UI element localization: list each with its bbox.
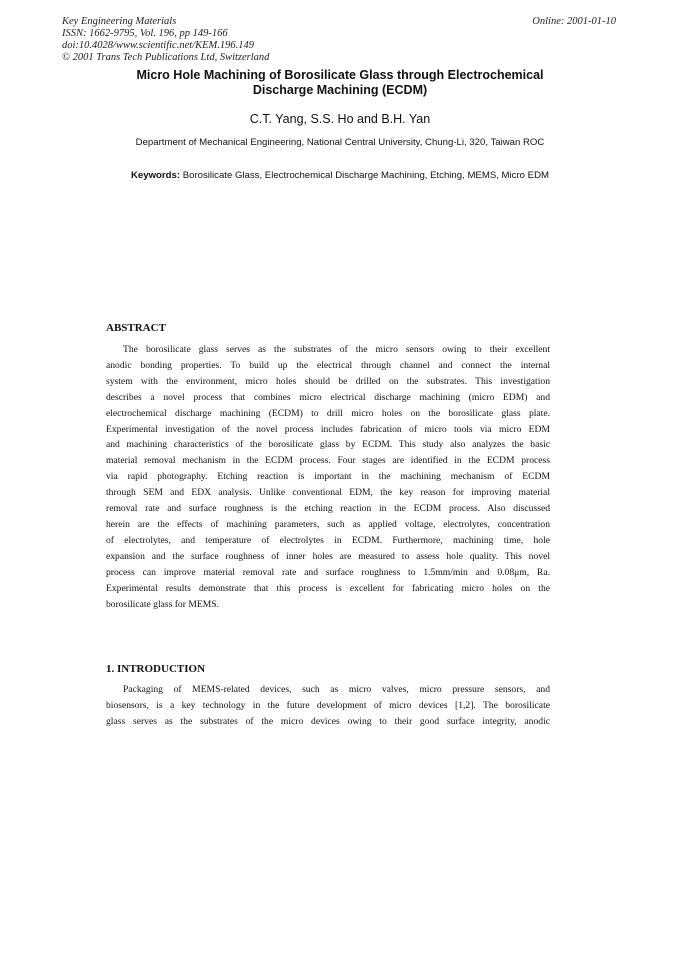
publication-header: [62, 16, 616, 64]
paper-title: [90, 68, 590, 98]
doi-line: doi:10.4028/www.scientific.net/KEM.196.149: [62, 40, 254, 51]
introduction-line: glass serves as the substrates of the micro devices owing to their good surface integrity, anodic: [106, 715, 550, 727]
abstract-line: Experimental investigation of the novel process includes fabrication of micro tools via micro EDM: [106, 423, 550, 435]
abstract-line: of electrolytes, and temperature of electrolytes in ECDM. Furthermore, machining time, hole: [106, 534, 550, 546]
journal-name: Key Engineering Materials: [62, 16, 177, 27]
introduction-heading: 1. INTRODUCTION: [106, 663, 206, 675]
abstract-line: electrochemical discharge machining (ECDM) to drill micro holes on the borosilicate glass plate.: [106, 407, 550, 419]
abstract-line: describes a novel process that combines micro electrical discharge machining (micro EDM) and: [106, 391, 550, 403]
keywords-label: Keywords:: [130, 170, 181, 181]
abstract-line: borosilicate glass for MEMS.: [106, 598, 219, 610]
keywords: [40, 170, 640, 181]
introduction-body: [106, 682, 550, 730]
abstract-heading: ABSTRACT: [106, 322, 166, 334]
title-line: Micro Hole Machining of Borosilicate Glass through Electrochemical: [136, 68, 544, 82]
introduction-line: biosensors, is a key technology in the future development of micro devices [1,2]. The borosilicate: [106, 699, 550, 711]
abstract-line: The borosilicate glass serves as the substrates of the micro sensors owing to their excellent: [123, 344, 550, 355]
keywords-text: Borosilicate Glass, Electrochemical Discharge Machining, Etching, MEMS, Micro EDM: [182, 170, 549, 181]
abstract-line: and machining characteristics of the borosilicate glass by ECDM. This study also analyzes the basic: [106, 439, 550, 451]
affiliation: Department of Mechanical Engineering, National Central University, Chung-Li, 320, Taiwan ROC: [135, 137, 545, 148]
abstract-line: removal rate and surface roughness is the etching reaction in the ECDM process. Also discussed: [106, 503, 550, 515]
abstract-line: herein are the effects of machining parameters, such as applied voltage, electrolytes, concentration: [106, 518, 550, 530]
abstract-line: system with the environment, micro holes should be drilled on the substrates. This investigation: [106, 375, 550, 387]
introduction-line: Packaging of MEMS-related devices, such as micro valves, micro pressure sensors, and: [123, 684, 550, 695]
abstract-body: [106, 342, 550, 612]
authors: C.T. Yang, S.S. Ho and B.H. Yan: [249, 112, 431, 126]
abstract-line: through SEM and EDX analysis. Unlike conventional EDM, the key reason for improving material: [106, 487, 550, 499]
online-date: Online: 2001-01-10: [532, 16, 616, 27]
abstract-line: Experimental results demonstrate that this process is excellent for fabricating micro holes on the: [106, 582, 550, 594]
abstract-line: anodic bonding properties. To build up the electrical through channel and connect the internal: [106, 359, 550, 371]
abstract-line: material removal mechanism in the ECDM process. Four stages are identified in the ECDM process: [106, 455, 550, 467]
abstract-line: via rapid photography. Etching reaction is important in the machining mechanism of ECDM: [106, 471, 550, 483]
copyright-line: © 2001 Trans Tech Publications Ltd, Switzerland: [62, 52, 270, 63]
abstract-line: expansion and the surface roughness of inner holes are measured to assess hole quality. This novel: [106, 550, 550, 562]
abstract-line: process can improve material removal rate and surface roughness to 1.5mm/min and 0.08μm, Ra.: [106, 566, 550, 578]
title-line: Discharge Machining (ECDM): [252, 83, 428, 97]
issn-line: ISSN: 1662-9795, Vol. 196, pp 149-166: [62, 28, 228, 39]
